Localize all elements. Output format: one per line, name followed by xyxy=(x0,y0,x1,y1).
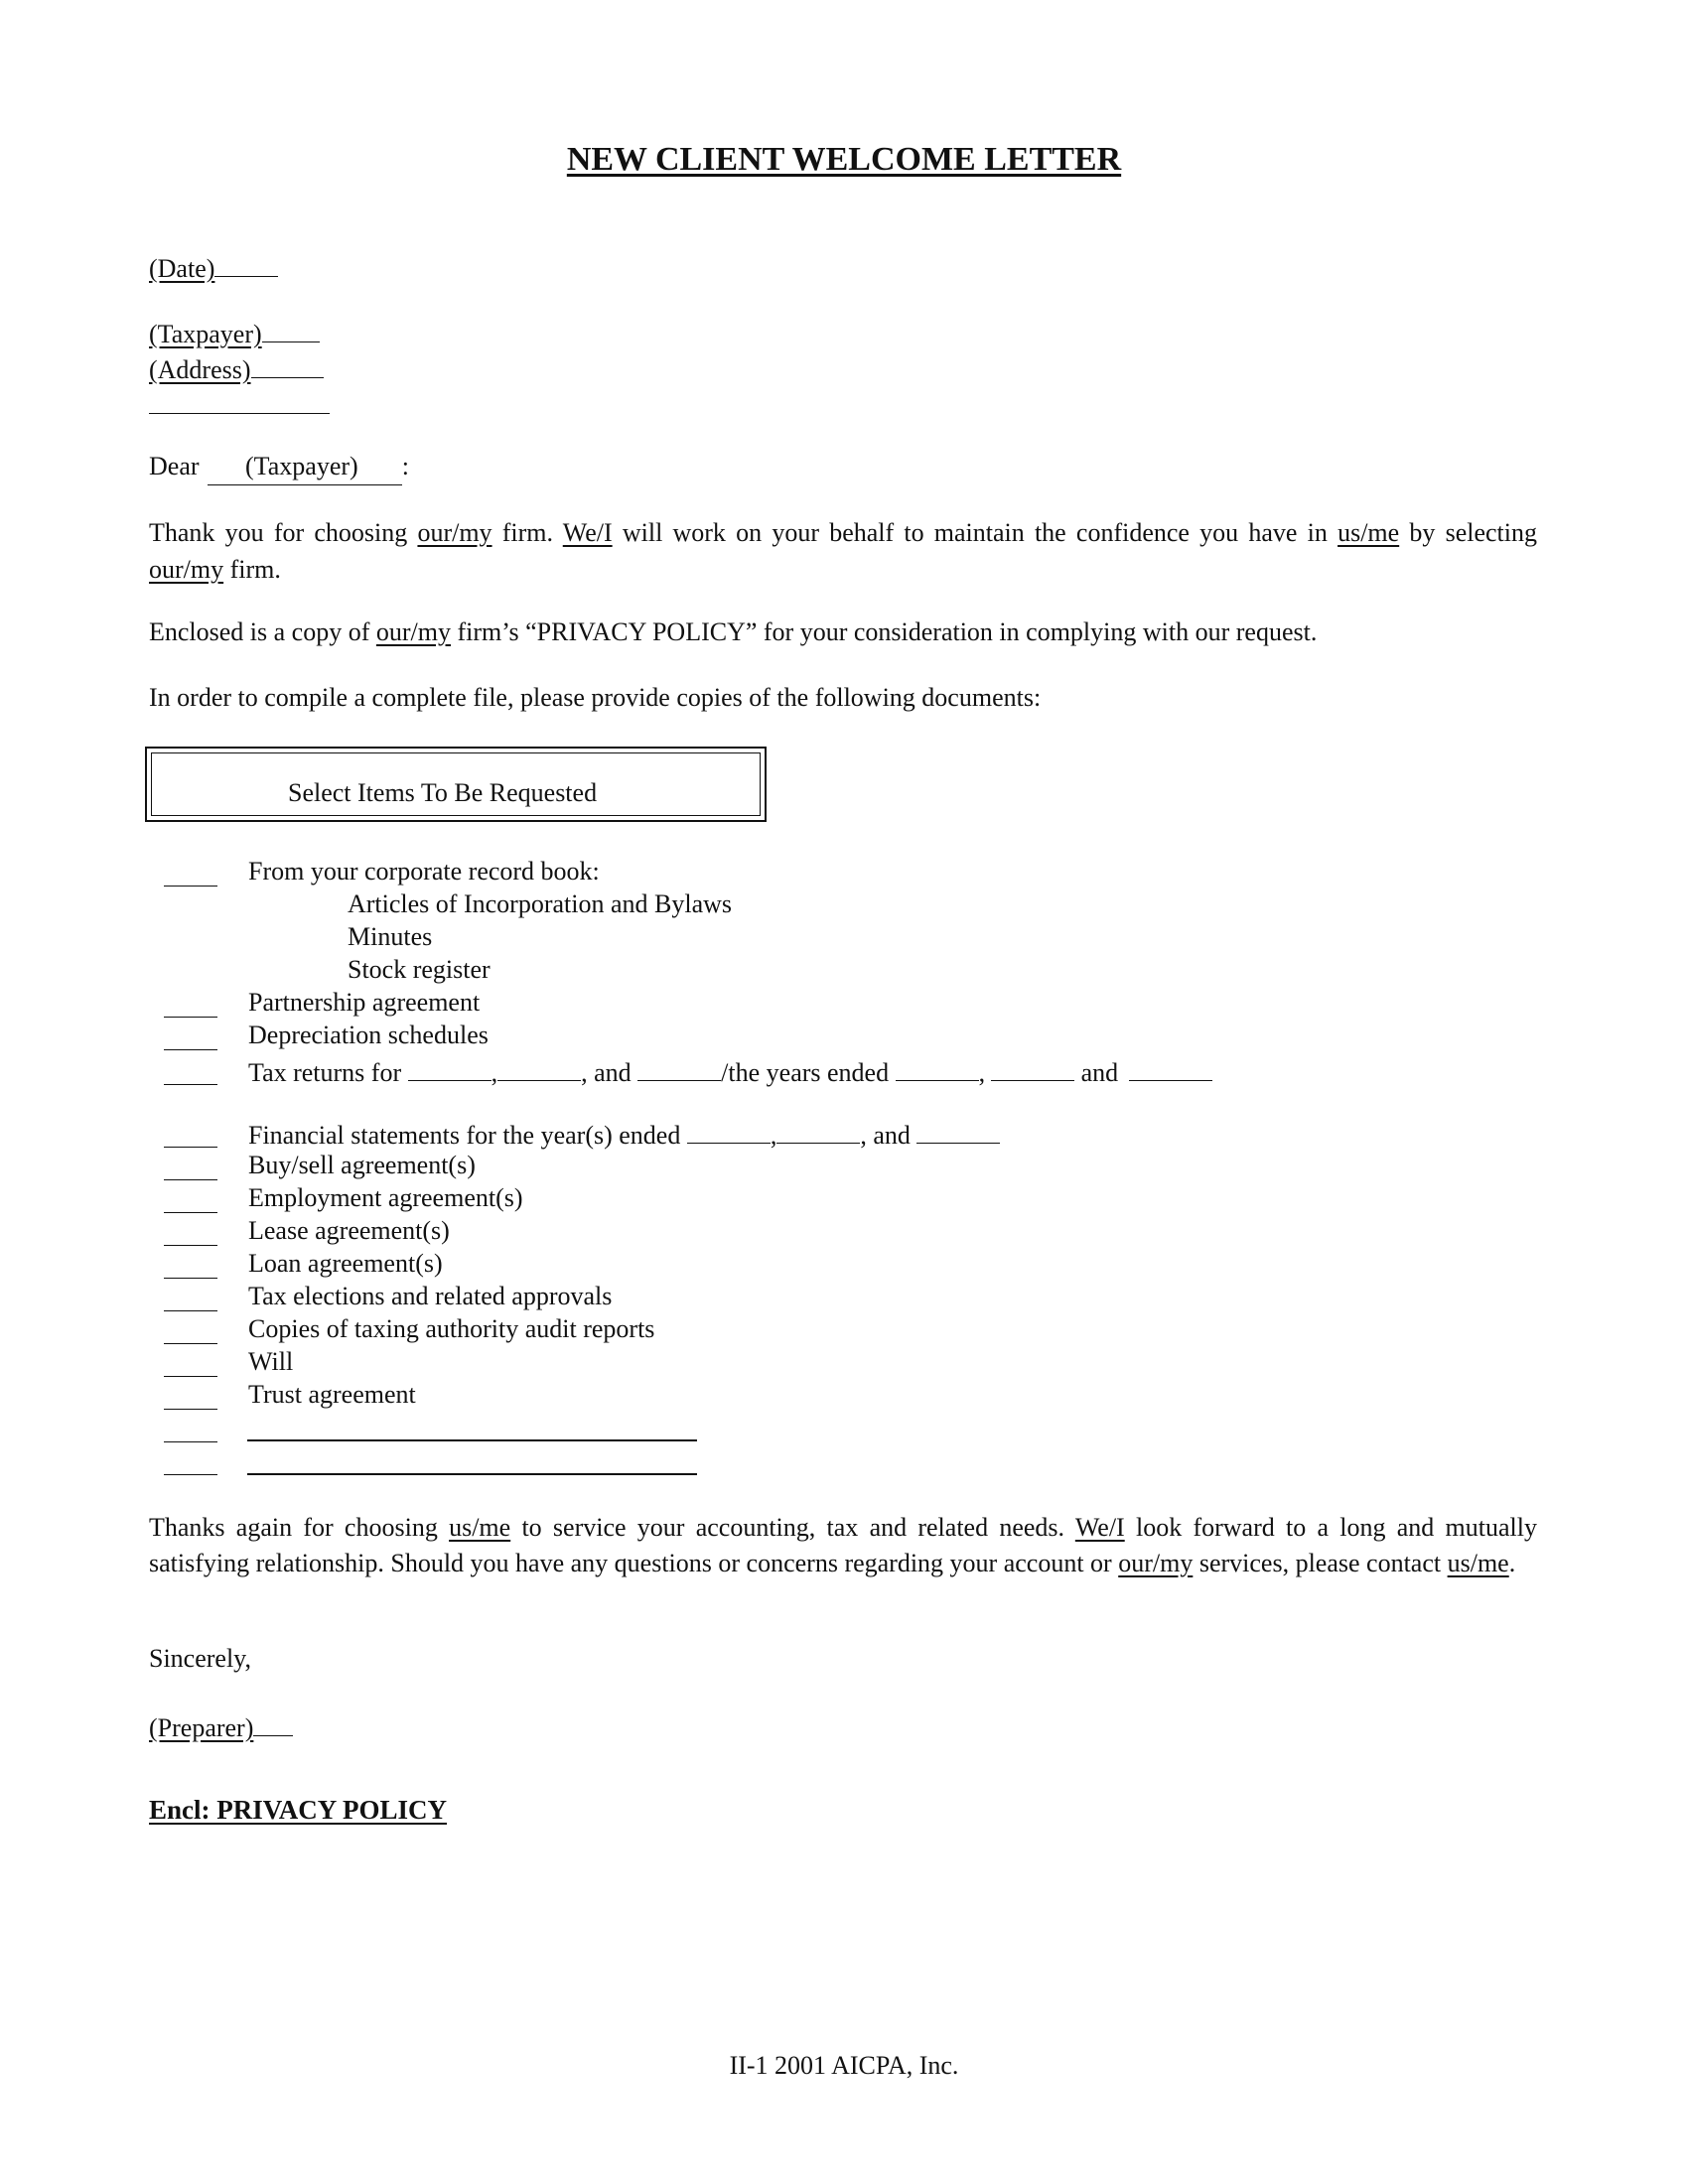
text: , and xyxy=(860,1121,917,1150)
checklist-item: Tax elections and related approvals xyxy=(248,1282,613,1310)
item-financial-statements xyxy=(248,1117,1000,1152)
select-items-label: Select Items To Be Requested xyxy=(288,778,598,807)
page-title: NEW CLIENT WELCOME LETTER xyxy=(566,141,1122,178)
paragraph-closing xyxy=(149,1510,1537,1581)
year-blank[interactable] xyxy=(776,1117,860,1144)
paragraph-enclosed xyxy=(149,614,1537,650)
year-blank[interactable] xyxy=(637,1054,721,1081)
preparer-field xyxy=(149,1709,293,1746)
checkbox-line[interactable] xyxy=(164,1049,217,1050)
checkbox-line[interactable] xyxy=(164,1474,217,1475)
salutation-colon: : xyxy=(401,452,409,480)
checkbox-line[interactable] xyxy=(164,1017,217,1018)
custom-item-line[interactable] xyxy=(247,1439,697,1441)
checkbox-line[interactable] xyxy=(164,1212,217,1213)
address-line-2 xyxy=(149,413,330,414)
text: firm. xyxy=(492,518,563,547)
checklist-item: Trust agreement xyxy=(248,1380,416,1409)
text: look forward to a long and mutually satisfying relationship. Should you have any questions or concerns regarding your account or xyxy=(149,1513,1537,1577)
year-blank[interactable] xyxy=(408,1054,492,1081)
placeholder-our-my: our/my xyxy=(375,617,451,646)
text: , xyxy=(770,1121,777,1150)
checklist-item: Employment agreement(s) xyxy=(248,1183,523,1212)
taxpayer-label: (Taxpayer) xyxy=(149,320,262,348)
text: to service your accounting, tax and related needs. xyxy=(510,1513,1075,1542)
item-tax-returns xyxy=(248,1054,1212,1089)
placeholder-our-my: our/my xyxy=(149,555,224,584)
placeholder-we-i: We/I xyxy=(1074,1513,1125,1542)
sub-item: Minutes xyxy=(348,922,433,951)
page-footer: II-1 2001 AICPA, Inc. xyxy=(729,2051,959,2080)
checkbox-line[interactable] xyxy=(164,1343,217,1344)
paragraph-thanks xyxy=(149,514,1537,588)
year-blank[interactable] xyxy=(497,1054,581,1081)
date-label: (Date) xyxy=(149,254,215,283)
text: services, please contact xyxy=(1193,1549,1448,1577)
placeholder-we-i: We/I xyxy=(562,518,613,547)
text: . xyxy=(1508,1549,1516,1577)
year-blank[interactable] xyxy=(991,1054,1074,1081)
salutation-name: (Taxpayer) xyxy=(208,449,402,485)
year-blank[interactable] xyxy=(896,1054,979,1081)
address-field xyxy=(149,351,324,388)
item-partnership-agreement: Partnership agreement xyxy=(248,988,481,1017)
taxpayer-field xyxy=(149,316,320,352)
checklist-item: Will xyxy=(248,1347,294,1376)
sincerely: Sincerely, xyxy=(149,1644,251,1673)
sub-item: Articles of Incorporation and Bylaws xyxy=(348,889,733,918)
salutation xyxy=(149,449,409,485)
item-corporate-record-book: From your corporate record book: xyxy=(248,857,600,886)
checklist-item: Copies of taxing authority audit reports xyxy=(248,1314,655,1343)
text: Tax returns for xyxy=(248,1058,408,1087)
text: and xyxy=(1074,1058,1125,1087)
item-depreciation-schedules: Depreciation schedules xyxy=(248,1021,489,1049)
custom-item-line[interactable] xyxy=(247,1473,697,1475)
checklist-item: Buy/sell agreement(s) xyxy=(248,1151,476,1179)
placeholder-our-my: our/my xyxy=(1118,1549,1194,1577)
text: will work on your behalf to maintain the confidence you have in xyxy=(612,518,1338,547)
paragraph-request: In order to compile a complete file, please provide copies of the following documents: xyxy=(149,683,1042,712)
checkbox-line[interactable] xyxy=(164,1376,217,1377)
year-blank[interactable] xyxy=(916,1117,1000,1144)
preparer-label: (Preparer) xyxy=(149,1713,254,1742)
text: Financial statements for the year(s) ended xyxy=(248,1121,687,1150)
checkbox-line[interactable] xyxy=(164,1245,217,1246)
text: by selecting xyxy=(1399,518,1538,547)
enclosure-note: Encl: PRIVACY POLICY xyxy=(149,1795,448,1825)
text: , xyxy=(978,1058,986,1087)
text: , and xyxy=(581,1058,638,1087)
salutation-dear: Dear xyxy=(149,452,200,480)
checkbox-line[interactable] xyxy=(164,1084,217,1085)
text: , xyxy=(491,1058,498,1087)
date-blank xyxy=(214,250,278,277)
checkbox-line[interactable] xyxy=(164,1147,217,1148)
text: /the years ended xyxy=(721,1058,896,1087)
placeholder-us-me: us/me xyxy=(449,1513,511,1542)
placeholder-us-me: us/me xyxy=(1337,518,1400,547)
year-blank[interactable] xyxy=(1129,1054,1212,1081)
placeholder-us-me: us/me xyxy=(1447,1549,1509,1577)
date-field xyxy=(149,250,278,287)
checkbox-line[interactable] xyxy=(164,1441,217,1442)
sub-item: Stock register xyxy=(348,955,491,984)
text: firm. xyxy=(223,555,281,584)
checklist-item: Loan agreement(s) xyxy=(248,1249,443,1278)
checklist-item: Lease agreement(s) xyxy=(248,1216,450,1245)
text: Thanks again for choosing xyxy=(149,1513,450,1542)
address-blank xyxy=(251,351,324,378)
taxpayer-blank xyxy=(262,316,320,342)
preparer-blank xyxy=(253,1709,293,1736)
text: Enclosed is a copy of xyxy=(149,617,376,646)
year-blank[interactable] xyxy=(687,1117,771,1144)
text: firm’s “PRIVACY POLICY” for your consideration in complying with our request. xyxy=(451,617,1318,646)
checkbox-line[interactable] xyxy=(164,1310,217,1311)
checkbox-line[interactable] xyxy=(164,1409,217,1410)
placeholder-our-my: our/my xyxy=(417,518,492,547)
address-label: (Address) xyxy=(149,355,251,384)
text: Thank you for choosing xyxy=(149,518,418,547)
checkbox-line[interactable] xyxy=(164,1179,217,1180)
checkbox-line[interactable] xyxy=(164,1278,217,1279)
checkbox-line[interactable] xyxy=(164,886,217,887)
